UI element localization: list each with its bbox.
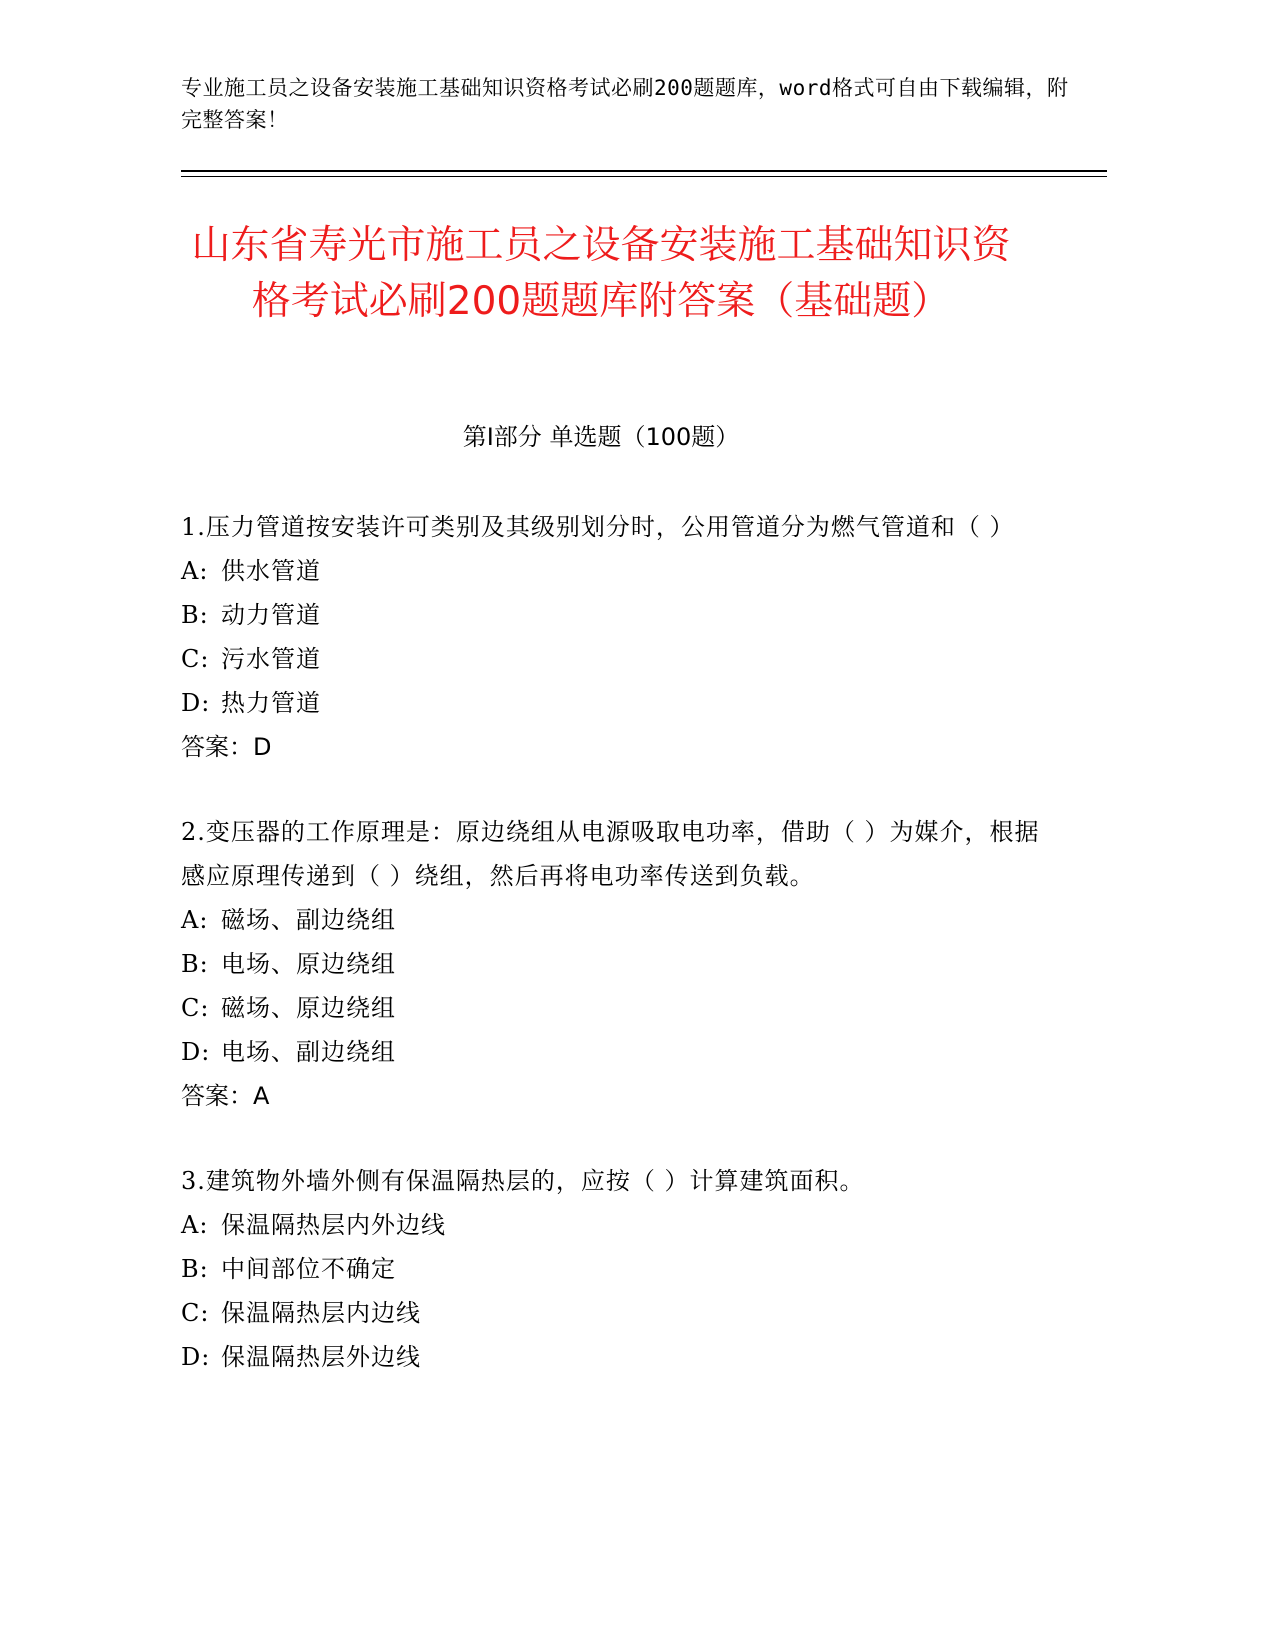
option-text: 供水管道 — [221, 557, 321, 585]
option-c — [181, 1291, 1051, 1335]
answer-label: 答案：D — [181, 733, 272, 761]
option-key: A: — [181, 1211, 209, 1239]
option-a — [181, 1203, 1051, 1247]
question-2 — [181, 810, 1051, 1118]
option-text: 磁场、原边绕组 — [221, 994, 396, 1022]
option-text: 保温隔热层内外边线 — [221, 1211, 446, 1239]
option-c — [181, 986, 1051, 1030]
option-text: 电场、原边绕组 — [221, 950, 396, 978]
option-text: 中间部位不确定 — [221, 1255, 396, 1283]
question-stem: 1.压力管道按安装许可类别及其级别划分时，公用管道分为燃气管道和（ ） — [181, 513, 1015, 541]
option-key: B: — [181, 950, 209, 978]
section-title: 第I部分 单选题（100题） — [462, 423, 740, 451]
question-stem: 2.变压器的工作原理是：原边绕组从电源吸取电功率，借助（ ）为媒介，根据感应原理传递到（ ）绕组，然后再将电功率传送到负载。 — [181, 818, 1040, 890]
question-3 — [181, 1159, 1051, 1379]
option-key: C: — [181, 1299, 210, 1327]
option-text: 污水管道 — [221, 645, 321, 673]
question-stem: 3.建筑物外墙外侧有保温隔热层的，应按（ ）计算建筑面积。 — [181, 1167, 865, 1195]
header-divider-thick — [181, 170, 1107, 172]
question-1 — [181, 505, 1051, 769]
option-text: 电场、副边绕组 — [221, 1038, 396, 1066]
option-b — [181, 593, 1051, 637]
option-a — [181, 898, 1051, 942]
option-a — [181, 549, 1051, 593]
option-key: D: — [181, 689, 211, 717]
option-b — [181, 1247, 1051, 1291]
option-text: 保温隔热层外边线 — [221, 1343, 421, 1371]
option-d — [181, 681, 1051, 725]
option-d — [181, 1030, 1051, 1074]
option-text: 动力管道 — [221, 601, 321, 629]
option-c — [181, 637, 1051, 681]
option-key: A: — [181, 557, 209, 585]
option-text: 热力管道 — [221, 689, 321, 717]
option-key: C: — [181, 645, 210, 673]
option-d — [181, 1335, 1051, 1379]
option-key: D: — [181, 1038, 211, 1066]
document-title: 山东省寿光市施工员之设备安装施工基础知识资格考试必刷200题题库附答案（基础题） — [191, 223, 1011, 324]
header-note: 专业施工员之设备安装施工基础知识资格考试必刷200题题库，word格式可自由下载编辑，附完整答案！ — [181, 76, 1069, 132]
option-key: D: — [181, 1343, 211, 1371]
question-list — [181, 505, 1051, 1420]
option-key: A: — [181, 906, 209, 934]
option-text: 磁场、副边绕组 — [221, 906, 396, 934]
option-key: B: — [181, 1255, 209, 1283]
option-b — [181, 942, 1051, 986]
option-text: 保温隔热层内边线 — [221, 1299, 421, 1327]
option-key: C: — [181, 994, 210, 1022]
header-divider-thin — [181, 176, 1107, 177]
answer-label: 答案：A — [181, 1082, 270, 1110]
option-key: B: — [181, 601, 209, 629]
